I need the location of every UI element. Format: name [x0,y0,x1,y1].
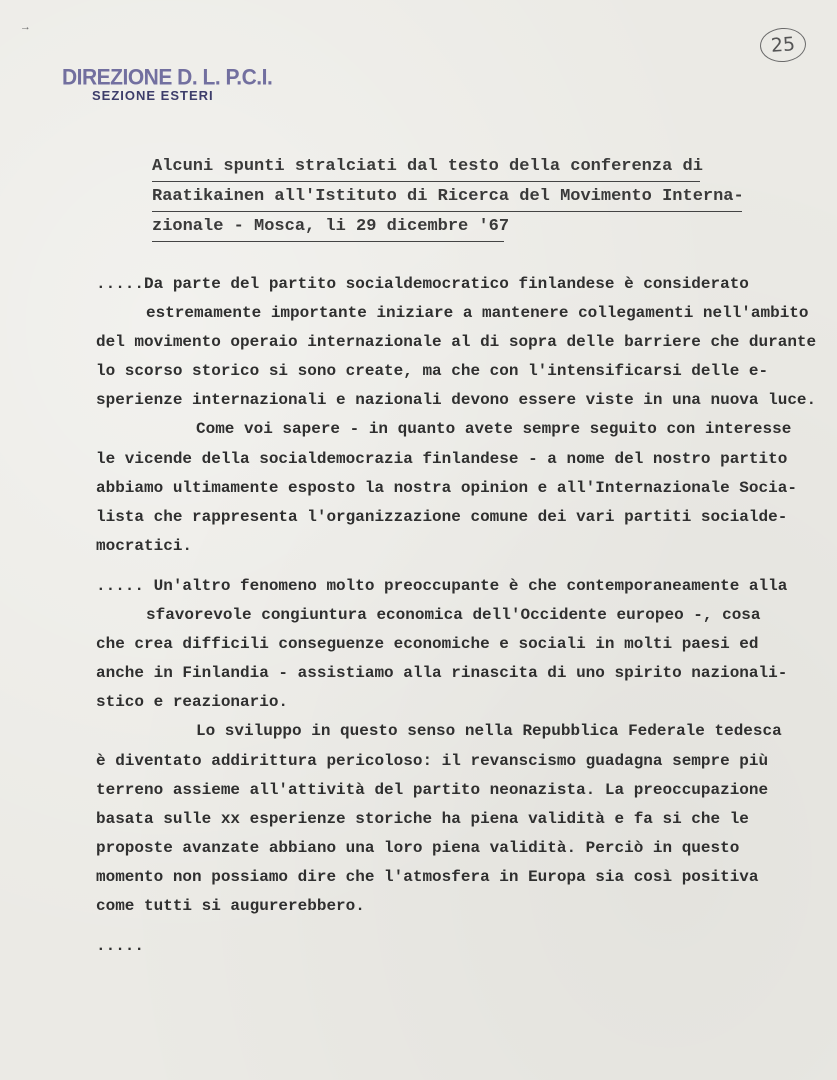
body-line: sperienze internazionali e nazionali devono essere viste in una nuova luce. [96,391,817,410]
body-line: lista che rappresenta l'organizzazione comune dei vari partiti socialde- [96,507,788,526]
body-line: estremamente importante iniziare a mantenere collegamenti nell'ambito [146,304,809,323]
body-line: abbiamo ultimamente esposto la nostra opinion e all'Internazionale Socia- [96,478,797,497]
document-heading [152,152,752,242]
office-stamp [62,66,272,103]
body-line: lo scorso storico si sono create, ma che con l'intensificarsi delle e- [96,362,769,381]
body-line: anche in Finlandia - assistiamo alla rinascita di uno spirito nazionali- [96,664,788,683]
body-line: .....Da parte del partito socialdemocratico finlandese è considerato [96,275,749,293]
paragraph-gap [96,921,836,932]
margin-mark: → [22,22,30,34]
body-line: sfavorevole congiuntura economica dell'Occidente europeo -, cosa [146,606,761,625]
heading-line: Alcuni spunti stralciati dal testo della conferenza di [152,152,700,182]
body-line: del movimento operaio internazionale al di sopra delle barriere che durante [96,333,817,352]
body-line: le vicende della socialdemocrazia finlandese - a nome del nostro partito [96,449,788,468]
page-number-circle: 25 [759,26,807,63]
stamp-title: DIREZIONE D. L. P.C.I. [62,65,273,90]
closing-ellipsis: ..... [96,937,145,956]
body-line: come tutti si augurerebbero. [96,896,365,915]
body-line: stico e reazionario. [96,693,289,712]
body-line: Lo sviluppo in questo senso nella Repubblica Federale tedesca [196,722,782,741]
heading-line: zionale - Mosca, li 29 dicembre '67 [152,212,504,242]
body-line: basata sulle xx esperienze storiche ha piena validità e fa si che le [96,809,749,828]
stamp-subtitle: SEZIONE ESTERI [92,88,214,103]
body-line: momento non possiamo dire che l'atmosfera in Europa sia così positiva [96,867,759,886]
body-line: proposte avanzate abbiano una loro piena validità. Perciò in questo [96,838,740,857]
body-line: è diventato addirittura pericoloso: il revanscismo guadagna sempre più [96,751,769,770]
heading-line: Raatikainen all'Istituto di Ricerca del Movimento Interna- [152,182,742,212]
document-body [96,270,836,961]
paragraph-gap [96,561,836,572]
body-line: terreno assieme all'attività del partito neonazista. La preoccupazione [96,780,769,799]
body-line: Come voi sapere - in quanto avete sempre seguito con interesse [196,420,792,439]
body-line: mocratici. [96,536,193,555]
body-line: che crea difficili conseguenze economiche e sociali in molti paesi ed [96,635,759,654]
body-line: ..... Un'altro fenomeno molto preoccupante è che contemporaneamente alla [96,576,788,595]
